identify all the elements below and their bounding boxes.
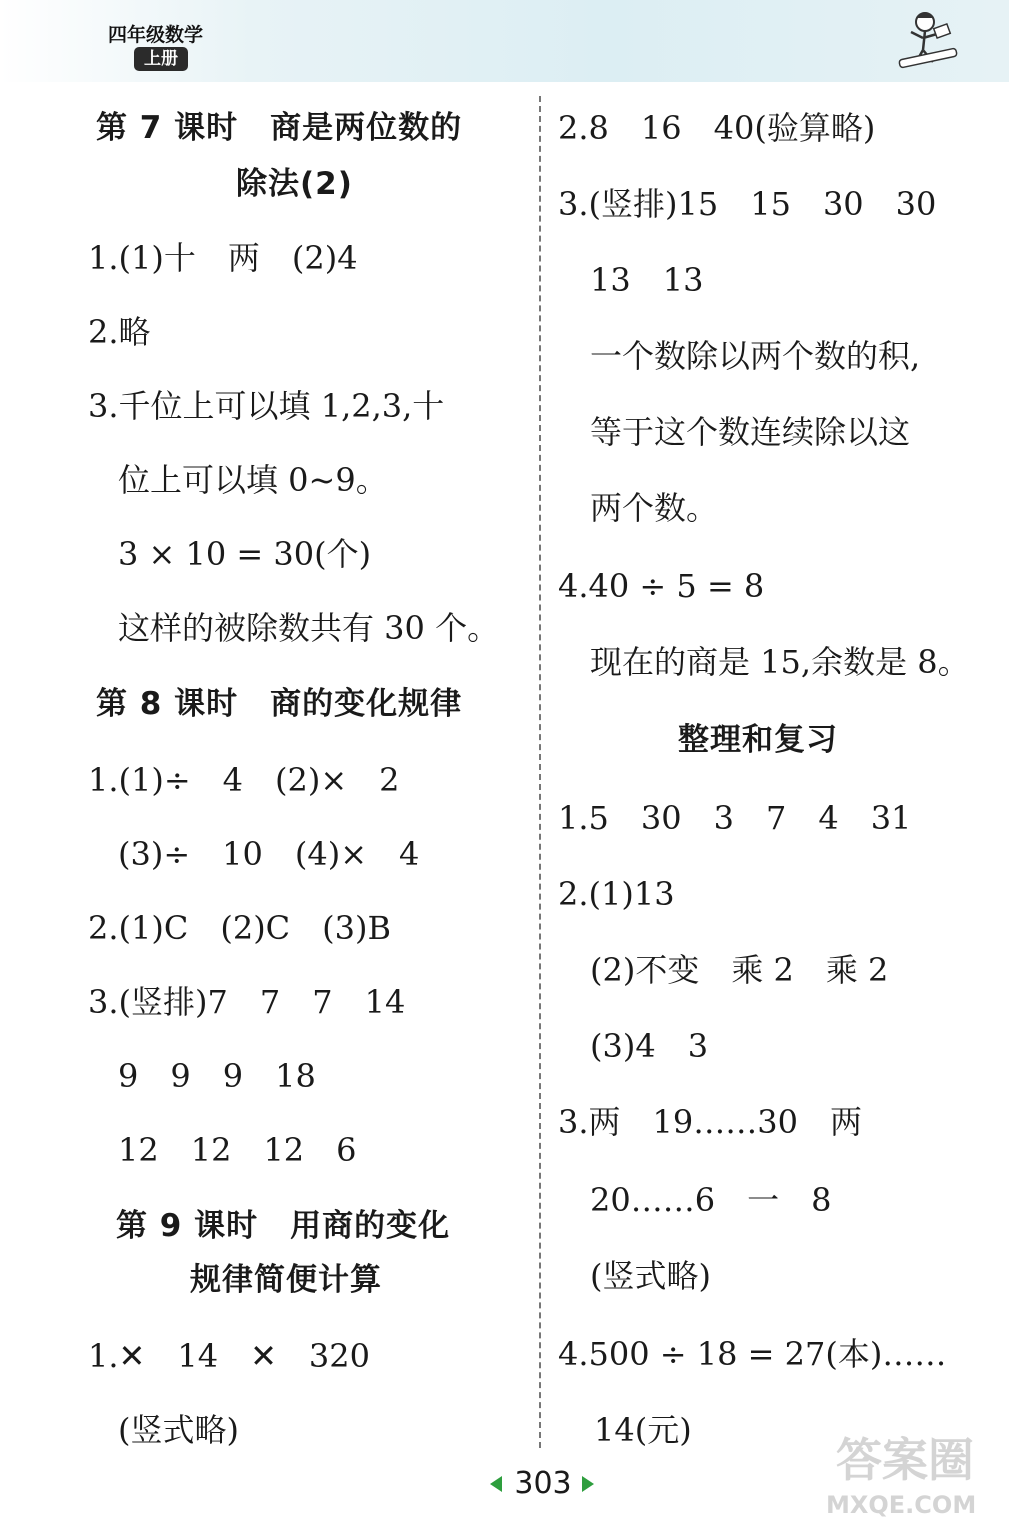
review-answer-2: 2.(1)13 <box>558 875 675 913</box>
lesson-9-answer-1-note: (竖式略) <box>118 1411 239 1449</box>
lesson-7-answer-3-equation: 3 × 10 = 30(个) <box>118 535 372 573</box>
review-answer-3-note: (竖式略) <box>590 1257 711 1295</box>
answer-3-right-rule-1: 一个数除以两个数的积, <box>590 337 921 375</box>
answer-3-right-row-2: 13 13 <box>590 261 704 299</box>
answer-3-right-rule-2: 等于这个数连续除以这 <box>590 413 911 451</box>
answer-3-right-rule-3: 两个数。 <box>590 489 719 527</box>
review-answer-1: 1.5 30 3 7 4 31 <box>558 799 912 837</box>
watermark-url: MXQE.COM <box>826 1491 977 1519</box>
lesson-9-answer-1: 1.✕ 14 ✕ 320 <box>88 1337 370 1375</box>
lesson-8-answer-3-row-2: 9 9 9 18 <box>118 1057 316 1095</box>
lesson-8-answer-2: 2.(1)C (2)C (3)B <box>88 909 392 947</box>
lesson-7-answer-2: 2.略 <box>88 313 151 351</box>
review-answer-3: 3.两 19……30 两 <box>558 1103 862 1141</box>
lesson-9-title-line-2: 规律简便计算 <box>190 1262 382 1298</box>
lesson-7-title-line-1: 第 7 课时 商是两位数的 <box>96 110 463 146</box>
arrow-right-icon <box>582 1476 594 1492</box>
lesson-8-answer-3: 3.(竖排)7 7 7 14 <box>88 983 406 1021</box>
lesson-8-answer-3-row-3: 12 12 12 6 <box>118 1131 357 1169</box>
review-answer-4-cont: 14(元) <box>594 1411 692 1449</box>
review-answer-2-part-2: (2)不变 乘 2 乘 2 <box>590 951 889 989</box>
page-number <box>490 1462 600 1502</box>
lesson-7-answer-1: 1.(1)十 两 (2)4 <box>88 239 358 277</box>
arrow-left-icon <box>490 1476 502 1492</box>
lesson-7-answer-3-conclusion: 这样的被除数共有 30 个。 <box>118 609 500 647</box>
answer-4-right-conclusion: 现在的商是 15,余数是 8。 <box>590 643 970 681</box>
review-answer-4: 4.500 ÷ 18 = 27(本)…… <box>558 1335 947 1373</box>
volume-badge: 上册 <box>134 47 188 71</box>
lesson-8-answer-1: 1.(1)÷ 4 (2)× 2 <box>88 761 400 799</box>
review-answer-2-part-3: (3)4 3 <box>590 1027 709 1065</box>
lesson-7-answer-3: 3.千位上可以填 1,2,3,十 <box>88 387 445 425</box>
lesson-7-answer-3-cont: 位上可以填 0~9。 <box>118 461 388 499</box>
review-section-title: 整理和复习 <box>678 722 838 758</box>
answer-2-right: 2.8 16 40(验算略) <box>558 109 876 147</box>
answer-3-right: 3.(竖排)15 15 30 30 <box>558 185 937 223</box>
answer-4-right: 4.40 ÷ 5 = 8 <box>558 567 765 605</box>
grade-label: 四年级数学 <box>108 24 204 46</box>
watermark-logo <box>812 1432 1004 1522</box>
lesson-8-answer-1-cont: (3)÷ 10 (4)× 4 <box>118 835 420 873</box>
lesson-7-title-line-2: 除法(2) <box>236 166 353 202</box>
watermark-text: 答案圈 <box>836 1433 974 1487</box>
page-number-text: 303 <box>514 1466 572 1501</box>
student-reading-icon <box>893 4 963 74</box>
column-divider <box>539 96 541 1448</box>
lesson-8-title: 第 8 课时 商的变化规律 <box>96 686 463 722</box>
review-answer-3-cont: 20……6 一 8 <box>590 1181 832 1219</box>
lesson-9-title-line-1: 第 9 课时 用商的变化 <box>116 1208 451 1244</box>
